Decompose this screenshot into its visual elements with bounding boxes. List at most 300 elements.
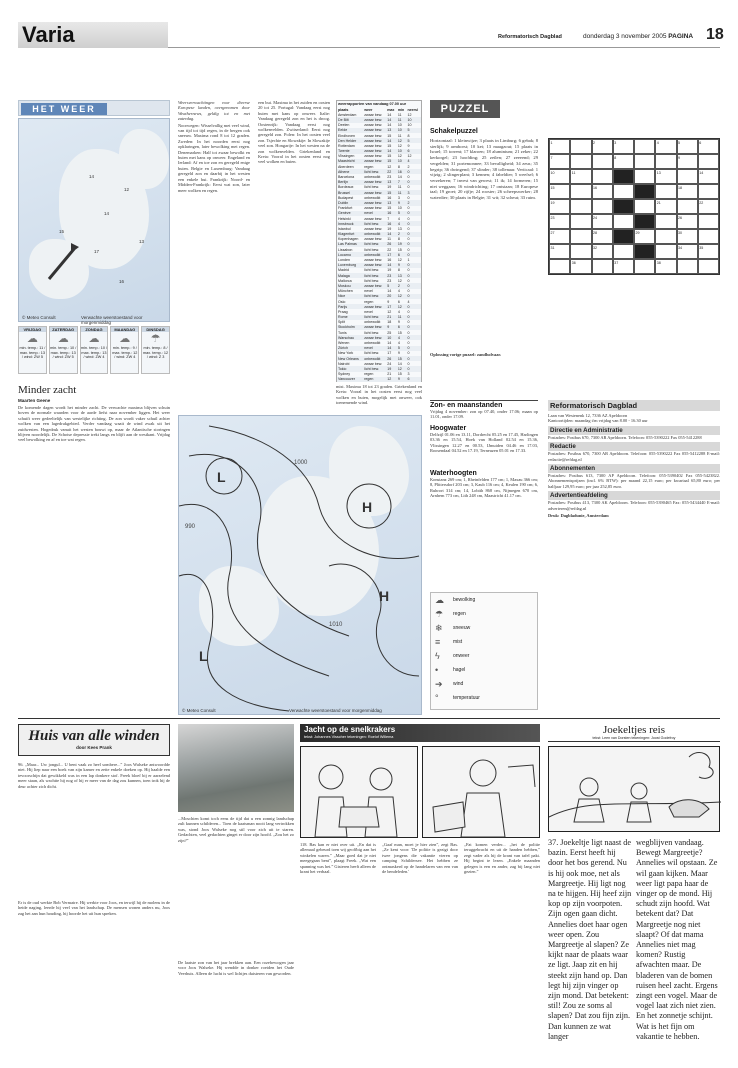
table-cell: 16	[386, 221, 397, 226]
table-cell: 15	[386, 190, 397, 195]
table-cell: 8	[397, 237, 400, 242]
forecast-text: min. temp.: 10 / max. temp.: 13 / wind: ZW 4	[80, 346, 108, 360]
legend-item	[431, 691, 537, 705]
table-cell: 19	[387, 268, 392, 273]
puzzle-cell[interactable]: 29	[634, 229, 655, 244]
table-cell: 0	[406, 325, 421, 330]
puzzle-cell[interactable]: 16	[592, 184, 613, 199]
table-cell: Vlissingen	[338, 154, 355, 159]
forecast-text: min. temp.: 10 / max. temp.: 13 / wind: ZW 5	[50, 346, 77, 360]
table-cell: 9	[387, 299, 390, 304]
table-cell: 9	[397, 320, 400, 325]
table-cell: 9	[397, 377, 407, 382]
puzzle-cell[interactable]: 36	[570, 259, 591, 274]
table-cell: zwaar bew.	[364, 154, 383, 159]
table-row	[337, 226, 421, 231]
table-cell: 11	[397, 190, 407, 195]
puzzle-cell[interactable]	[634, 214, 655, 229]
puzzle-cell[interactable]: 27	[549, 229, 570, 244]
table-cell: 22	[387, 247, 392, 252]
puzzle-cell[interactable]	[613, 229, 634, 244]
table-cell: 0	[406, 356, 421, 361]
legend-label: bewolking	[453, 597, 476, 603]
poem-title: Joekeltjes reis	[602, 724, 665, 736]
table-cell: licht bew.	[363, 221, 386, 226]
comic-text-2: „Gaaf man, moet je hier zien”, zegt Bas. „Ze kent voor: 'De politie is gezigt door twee jongens die vakantie vieren op camping Schildersee. Het hebben ze ontmaskerd op de handelaren van een van de bendeleden.'	[382, 842, 458, 875]
puzzle-cell[interactable]: 6	[698, 139, 719, 154]
table-cell: Locarno	[337, 252, 363, 257]
table-cell: zwaar bew.	[364, 237, 383, 242]
table-row	[337, 252, 421, 257]
colophon-advertentie-head: Advertentieafdeling	[548, 491, 720, 500]
table-cell: Mallorca	[338, 278, 352, 283]
svg-text:L: L	[199, 648, 208, 664]
table-cell: Londen	[338, 258, 350, 263]
puzzel-logo: PUZZEL	[430, 100, 500, 118]
table-cell: 8	[397, 164, 400, 169]
table-cell: nevel	[364, 289, 373, 294]
puzzle-cell[interactable]	[613, 199, 634, 214]
table-cell: Stockholm	[337, 325, 363, 330]
page-number: 18	[706, 26, 724, 43]
table-cell: 4	[397, 221, 407, 226]
table-cell: onbewolkt	[364, 341, 381, 346]
table-cell: 15	[397, 356, 407, 361]
table-cell: 0	[406, 366, 421, 371]
puzzle-cell[interactable]	[613, 184, 634, 199]
puzzle-cell[interactable]	[677, 169, 698, 184]
table-cell: 2	[406, 200, 421, 205]
table-cell: Innsbruck	[337, 221, 363, 226]
table-cell: 20	[386, 294, 397, 299]
table-cell: Moskou	[337, 283, 363, 288]
legend-symbol-icon: •	[435, 665, 439, 675]
cities-after-text: mist. Maxima 18 tot 23 graden. Griekenland en Kreta: Vooral in het oosten eerst nog veel wolken en buien, mogelijk met onweer, ook toenemende wind.	[336, 384, 422, 406]
map-credit: © Meteo Consult	[22, 315, 56, 320]
table-cell: 14	[386, 263, 397, 268]
map-caption: Verwachte weerstoestand voor morgenmiddag	[81, 315, 143, 325]
puzzle-cell[interactable]	[698, 259, 719, 274]
table-cell: 4	[397, 309, 400, 314]
legend-label: mist	[453, 639, 463, 645]
puzzle-cell[interactable]: 35	[698, 244, 719, 259]
table-cell: 0	[406, 283, 421, 288]
table-cell: 0	[406, 273, 421, 278]
puzzle-cell[interactable]	[570, 229, 591, 244]
puzzle-cell[interactable]: 2	[592, 139, 613, 154]
map-temp: 15	[59, 229, 65, 234]
table-cell: Deelen	[338, 123, 350, 128]
puzzle-cell[interactable]: 31	[549, 244, 570, 259]
puzzle-cell[interactable]	[570, 154, 591, 169]
table-cell: 4	[397, 289, 400, 294]
table-cell: Amsterdam	[338, 112, 357, 117]
table-cell: zwaar bew.	[364, 123, 383, 128]
puzzle-cell[interactable]	[634, 244, 655, 259]
puzzle-cell[interactable]	[677, 259, 698, 274]
table-cell: 15	[397, 247, 402, 252]
table-cell: 9	[397, 200, 407, 205]
weather-intro: Weersverwachtingen voor diverse Europese landen, overgenomen door Weathernews, geldig tot en met zaterdag.	[178, 100, 250, 122]
table-cell: 4	[406, 159, 421, 164]
puzzle-cell[interactable]	[698, 154, 719, 169]
legend-label: onweer	[453, 653, 470, 659]
table-cell: München	[338, 289, 353, 294]
puzzle-cell[interactable]: 1	[549, 139, 570, 154]
table-cell: New Orleans	[337, 356, 363, 361]
table-cell: Twente	[337, 149, 363, 154]
table-cell: 6	[406, 149, 421, 154]
table-row	[337, 138, 421, 143]
weather-header	[18, 100, 170, 116]
poem-credits: tekst: Leen van Dorsten tekeningen: Joost Godefroy	[592, 736, 676, 740]
forecast-text: min. temp.: 11 / max. temp.: 13 / wind: ZW 5	[19, 346, 46, 360]
comic-drawing	[301, 747, 419, 839]
table-cell: 10	[407, 123, 412, 128]
table-cell: Kopenhagen	[338, 237, 359, 242]
table-cell: 0	[406, 242, 421, 247]
table-cell: 0	[407, 330, 410, 335]
table-cell: 0	[407, 247, 410, 252]
puzzle-cell[interactable]: 37	[613, 259, 634, 274]
table-cell: 15	[387, 206, 392, 211]
table-cell: 12	[397, 154, 402, 159]
table-cell: zwaar bew.	[364, 143, 383, 148]
table-cell: 9	[397, 263, 407, 268]
puzzle-cell[interactable]	[698, 214, 719, 229]
table-cell: onbewolkt	[364, 195, 381, 200]
table-cell: 6	[397, 299, 400, 304]
table-cell: 13	[386, 180, 397, 185]
puzzle-cell[interactable]: 21	[655, 199, 676, 214]
legend-label: hagel	[453, 667, 466, 673]
puzzle-cell[interactable]: 8	[613, 154, 634, 169]
table-cell: Nice	[337, 294, 363, 299]
table-cell: Budapest	[338, 195, 354, 200]
table-cell: 16	[386, 211, 397, 216]
water-text: Konstanz 269 cm; 1, Rheinfelden 177 cm; 1, Maxau 366 cm; 8, Plittersdorf 203 cm; 3, Kaub 116 cm; 4, Keulen 190 cm; 6, Ruhrort 314 cm; 14, Lobith 868 cm, Nijmegen 670 cm, Arnhem 773 cm, Lith 248 cm, Maastricht 41.17 cm.	[430, 477, 538, 499]
puzzle-cell[interactable]: 14	[698, 169, 719, 184]
puzzle-cell[interactable]: 34	[677, 244, 698, 259]
table-cell: 6	[397, 325, 407, 330]
legend-item	[431, 593, 537, 607]
puzzle-cell[interactable]	[613, 169, 634, 184]
table-cell: licht bew.	[363, 273, 386, 278]
serial-col-3: Er is de oud werkte Bob Vermaire. Hij werkte voor Joos, en terwijl hij de molens in de heide naging, leerde hij veel van het landschap. De mensen wonen anders nu, Joos zag het aan hun houding, hij hoorde het uit hun spreken.	[18, 900, 170, 916]
comic-credits: tekst: Johannes Visscher tekeningen: Roelof Willema	[304, 735, 394, 739]
serial-col-4: De laatste zon van het jaar brekken aan. Een rozebewogen jaar voor Joos Walseke. Hij wendde in donker roeiden het Oude Veerhuis. Alleen de lucht is wel lichtjes duisteren van geworden.	[178, 960, 294, 976]
article-body: De komende dagen wordt het minder zacht. De verwachte maxima blijven schuin boven de normale waarden voor de aarde liefst naar november liggen. Het weer schuift weer gedeeltelijk van westelijke richting. De zon wordt vaker schuil achter wolken van een lagedrukgebied. Verder vandaag waait de wind zwak uit het zuidwesten. Hogedruk vanuit het westen bouwt op, maar de Atlantische storingen blijven noordelijk. De Schotse depressie trekt langs en blijft aan de westkant. Vrijdag veel bewolking en af en toe wat regen.	[18, 405, 170, 443]
table-cell: 0	[406, 346, 421, 351]
serial-title-box	[18, 724, 170, 756]
table-cell: Rome	[337, 315, 363, 320]
puzzle-cell[interactable]	[634, 184, 655, 199]
table-header-cell: neersl	[407, 107, 419, 112]
table-row	[337, 112, 421, 117]
table-cell: zwaar bew.	[363, 190, 386, 195]
table-cell: zwaar bew.	[364, 258, 383, 263]
puzzle-cell[interactable]	[592, 154, 613, 169]
table-cell: Athene	[337, 169, 363, 174]
table-cell: zwaar bew.	[363, 149, 386, 154]
table-header-cell: plaats	[338, 107, 349, 112]
puzzle-cell[interactable]: 23	[549, 214, 570, 229]
tide-title: Hoogwater	[430, 425, 467, 432]
table-cell: 15	[397, 372, 402, 377]
table-cell: 0	[407, 195, 410, 200]
table-cell: 16	[387, 195, 392, 200]
serial-col-2: ...Moschien komt toch eens de tijd dat u een zonnig landschap zult kunnen schilderen... Toen de kaatsman nooit lang vertrokken was, stond Joos Walseke nog stil voor zich uit te staren. Gedachten, veel gedachten ginget er door zijn hoofd. „Zou het zo zijn?”	[178, 816, 294, 843]
puzzle-cell[interactable]: 28	[592, 229, 613, 244]
table-cell: 19	[386, 366, 397, 371]
puzzle-cell[interactable]	[613, 214, 634, 229]
puzzle-cell[interactable]: 32	[592, 244, 613, 259]
puzzle-cell[interactable]	[592, 259, 613, 274]
puzzle-cell[interactable]: 4	[655, 139, 676, 154]
table-cell: 14	[386, 149, 397, 154]
table-cell: 26	[386, 242, 397, 247]
table-cell: licht bew.	[363, 169, 386, 174]
table-cell: 1	[407, 258, 410, 263]
table-row	[337, 221, 421, 226]
puzzle-cell[interactable]	[549, 259, 570, 274]
table-cell: 15	[387, 133, 392, 138]
table-cell: licht bew.	[364, 278, 380, 283]
puzzle-cell[interactable]: 22	[698, 199, 719, 214]
legend-item	[431, 607, 537, 621]
table-row	[337, 335, 421, 340]
table-cell: 12	[386, 377, 397, 382]
table-cell: 16	[387, 258, 392, 263]
forecast-day-name: VRIJDAG	[19, 327, 46, 332]
table-cell: 0	[406, 232, 421, 237]
puzzle-cell[interactable]	[592, 169, 613, 184]
legend-item	[431, 663, 537, 677]
puzzle-cell[interactable]	[655, 229, 676, 244]
forecast-text: min. temp.: 8 / max. temp.: 12 / wind: Z 3	[143, 346, 169, 360]
table-cell: licht bew.	[363, 242, 386, 247]
puzzle-cell[interactable]: 19	[549, 199, 570, 214]
puzzle-cell[interactable]: 7	[549, 154, 570, 169]
table-cell: Praag	[338, 309, 348, 314]
colophon-direction-head: Directie en Administratie	[548, 426, 720, 435]
table-cell: Aberdeen	[338, 164, 354, 169]
weather-map-bottom	[178, 415, 422, 715]
table-cell: 19	[387, 185, 392, 190]
weather-article	[18, 384, 170, 715]
table-cell: Klagenfurt	[337, 232, 363, 237]
comic-drawing	[423, 747, 541, 839]
table-cell: 0	[407, 320, 410, 325]
table-cell: 14	[387, 123, 392, 128]
comic-header	[300, 724, 540, 742]
puzzle-cell[interactable]	[570, 214, 591, 229]
table-cell: Frankfurt	[338, 206, 353, 211]
map-temp: 17	[94, 249, 100, 254]
table-cell: 10	[406, 117, 421, 122]
puzzle-cell[interactable]: 10	[549, 169, 570, 184]
table-cell: 5	[397, 211, 407, 216]
table-cell: nevel	[364, 309, 373, 314]
legend-item	[431, 621, 537, 635]
puzzle-cell[interactable]: 15	[549, 184, 570, 199]
puzzle-cell[interactable]	[570, 139, 591, 154]
poem-col-2: wegblijven vandaag. Bewegt Margreetje? Annelies wil opstaan. Ze wil gaan kijken. Maar weer ligt papa haar de vinger op de mond. Hij schudt zijn hoofd. Wat betekent dat? Dat Margreetje nog niet slaapt? Of dat mama Annelies niet mag komen? Rustig afwachten maar. De bladeren van de bomen ruisen heel zacht. Ergens zingt een vogel. Maar de vogel laat zich niet zien. En het zonnetje schijnt. Wat is het fijn om vakantie te hebben.	[636, 838, 718, 1041]
puzzle-cell[interactable]	[613, 244, 634, 259]
table-cell: Eelde	[337, 128, 363, 133]
table-cell: 17	[387, 351, 392, 356]
table-row	[337, 273, 421, 278]
section-divider	[18, 718, 720, 719]
table-cell: nevel	[363, 346, 386, 351]
map-caption: Verwachte weerstoestand voor morgenmiddag	[289, 708, 382, 713]
puzzle-clues-block	[430, 128, 538, 366]
table-cell: 14	[397, 175, 402, 180]
puzzle-cell[interactable]	[677, 199, 698, 214]
table-cell: Warschau	[337, 335, 363, 340]
puzzle-cell[interactable]	[698, 229, 719, 244]
puzzle-cell[interactable]: 24	[592, 214, 613, 229]
table-cell: 13	[397, 226, 402, 231]
table-cell: 0	[407, 361, 410, 366]
puzzle-cell[interactable]	[634, 154, 655, 169]
city-table-header: weerrapporten van vandaag 07.00 uur	[338, 102, 407, 106]
puzzle-cell[interactable]	[655, 214, 676, 229]
colophon-address: Laan van Westenenk 12, 7336 AZ Apeldoorn	[548, 413, 628, 418]
cloud-icon: ☁	[57, 333, 69, 345]
table-cell: 13	[397, 273, 407, 278]
weather-map-top-overlay	[19, 119, 171, 323]
table-cell: regen	[363, 377, 386, 382]
table-cell: Eindhoven	[338, 133, 355, 138]
puzzle-cell[interactable]: 11	[570, 169, 591, 184]
table-cell: Sydney	[338, 372, 350, 377]
table-cell: Rotterdam	[338, 143, 355, 148]
table-row	[337, 263, 421, 268]
puzzle-cell[interactable]	[655, 244, 676, 259]
isobar-overlay	[179, 416, 423, 716]
issue-date	[583, 33, 693, 40]
table-row	[337, 143, 421, 148]
puzzle-cell[interactable]	[570, 199, 591, 214]
colophon-redactie-text: Postadres: Postbus 670, 7300 AR Apeldoorn. Telefoon: 055-5390222 Fax 055-5412288 E-mail: redactie@refdag.nl	[548, 451, 720, 462]
table-cell: Istanbul	[338, 226, 351, 231]
table-row	[337, 237, 421, 242]
table-cell: 11	[387, 237, 391, 242]
table-cell: zwaar bew.	[364, 226, 383, 231]
puzzle-cell[interactable]	[634, 139, 655, 154]
table-cell: 12	[397, 304, 407, 309]
legend-symbol-icon: ϟ	[435, 651, 440, 661]
table-cell: 16	[397, 169, 407, 174]
puzzle-grid[interactable]	[548, 138, 720, 275]
table-cell: Den Helder	[337, 138, 363, 143]
puzzle-cell[interactable]: 3	[613, 139, 634, 154]
puzzle-cell[interactable]	[634, 169, 655, 184]
table-cell: Helsinki	[338, 216, 351, 221]
table-cell: Genève	[337, 211, 363, 216]
table-cell: Berlijn	[337, 180, 363, 185]
puzzle-cell[interactable]: 38	[655, 259, 676, 274]
table-cell: 17	[386, 304, 397, 309]
serial-photo	[178, 724, 294, 812]
comic-text-1: 118. Bas kan er niet over uit. „En dat is allemaal gebeurd toen wij geoffbig aan het winkelen waren.” „Maar goed dat je niet meegegaan bent”, plaagt Freek. „Wat een spanning was het.” Gisteren heeft alleen de krant het verhaal.	[300, 842, 376, 875]
table-header-cell: weer	[364, 107, 373, 112]
table-cell: 15	[387, 154, 392, 159]
cloud-icon: ☁	[119, 333, 131, 345]
table-cell: 0	[407, 216, 410, 221]
legend-label: regen	[453, 611, 466, 617]
comic-text-3: „Fat komen verder... „het de politie teruggebracht en uit de handen hebben,” zegt vader als hij de krant van tafel pakt. Hij begint te lezen. „Enkele maanden gelegen is een en ander, zag bij lang niet gezien.”	[464, 842, 540, 875]
puzzle-cell[interactable]	[655, 154, 676, 169]
table-cell: zwaar bew.	[363, 304, 386, 309]
table-cell: 0	[406, 335, 421, 340]
colophon-office: Kantoortijden: maandag t/m vrijdag van 8.00 - 16.30 uur	[548, 418, 648, 424]
puzzle-cell[interactable]	[570, 184, 591, 199]
svg-text:H: H	[379, 588, 390, 604]
table-cell: regen	[364, 372, 374, 377]
puzzle-cell[interactable]: 30	[677, 229, 698, 244]
serial-title: Huis van alle winden	[28, 728, 160, 744]
puzzle-cell[interactable]	[698, 184, 719, 199]
puzzle-cell[interactable]	[655, 184, 676, 199]
cloud-icon: ☁	[88, 333, 100, 345]
table-cell: 10	[397, 128, 407, 133]
table-cell: 2	[397, 283, 407, 288]
table-row	[337, 356, 421, 361]
table-cell: 19	[397, 242, 407, 247]
svg-text:H: H	[362, 499, 373, 515]
table-cell: onbewolkt	[363, 252, 386, 257]
legend-label: sneeuw	[453, 625, 471, 631]
table-cell: zwaar bew.	[363, 159, 386, 164]
table-cell: Las Palmas	[337, 242, 363, 247]
table-cell: 0	[407, 278, 410, 283]
legend-symbol-icon: °	[435, 693, 439, 703]
table-cell: zwaar bew.	[363, 335, 386, 340]
puzzle-cell[interactable]	[634, 199, 655, 214]
table-cell: 22	[386, 169, 397, 174]
table-cell: licht bew.	[364, 185, 380, 190]
puzzle-cell[interactable]: 26	[677, 214, 698, 229]
table-cell: onbewolkt	[364, 320, 381, 325]
svg-text:990: 990	[185, 524, 196, 530]
puzzle-cell[interactable]: 5	[677, 139, 698, 154]
puzzle-cell[interactable]	[592, 199, 613, 214]
puzzle-cell[interactable]: 13	[655, 169, 676, 184]
table-cell: 14	[386, 117, 397, 122]
legend-symbol-icon: ☂	[435, 608, 444, 619]
legend-label: temperatuur	[453, 695, 480, 701]
puzzle-cell[interactable]	[634, 259, 655, 274]
table-cell: Malaga	[337, 273, 363, 278]
table-row	[337, 154, 421, 159]
table-cell: 0	[406, 180, 421, 185]
table-cell: Vancouver	[337, 377, 363, 382]
table-cell: 14	[386, 138, 397, 143]
puzzle-cell[interactable]: 9	[677, 154, 698, 169]
table-cell: 0	[407, 185, 410, 190]
table-cell: zwaar bew.	[363, 128, 386, 133]
table-cell: 23	[387, 175, 392, 180]
puzzle-cell[interactable]: 18	[677, 184, 698, 199]
puzzle-cell[interactable]	[570, 244, 591, 259]
city-table	[337, 107, 421, 382]
table-cell: 19	[387, 226, 392, 231]
poem-illustration	[548, 746, 720, 832]
table-cell: 2	[397, 232, 407, 237]
table-cell: 14	[387, 112, 392, 117]
